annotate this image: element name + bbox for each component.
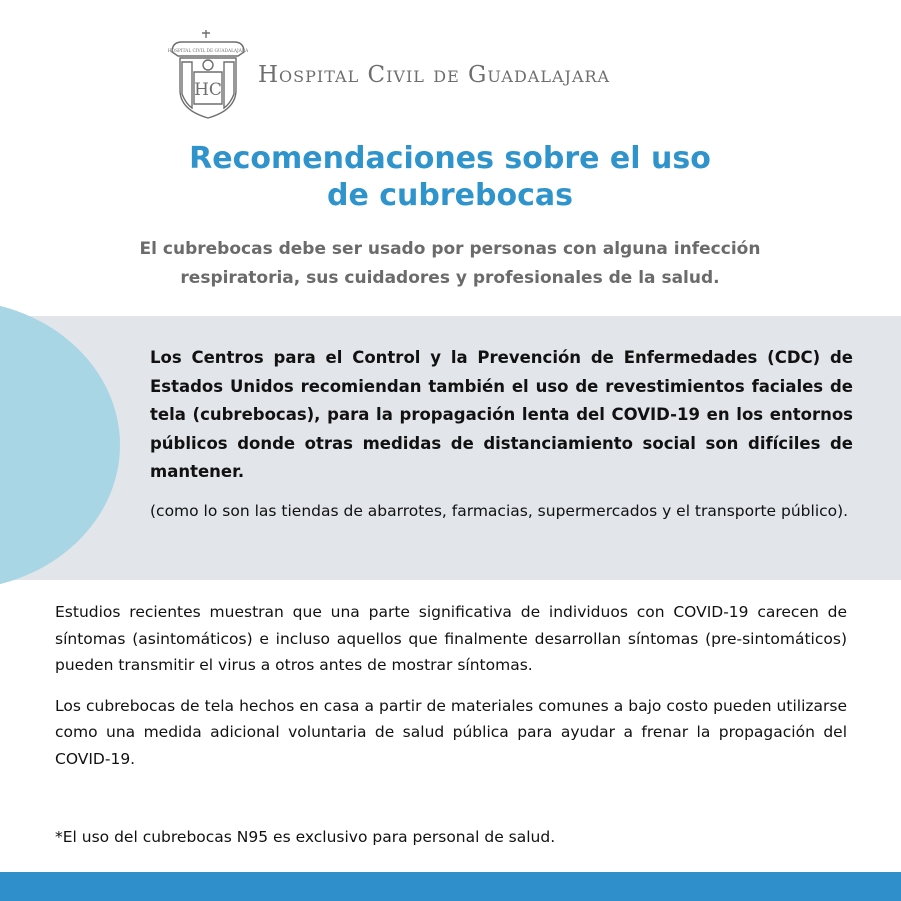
org-name: Hospital Civil de Guadalajara	[258, 62, 611, 88]
body-section	[55, 599, 847, 786]
svg-text:HC: HC	[194, 80, 222, 100]
cdc-section	[150, 344, 853, 524]
cdc-examples: (como lo son las tiendas de abarrotes, farmacias, supermercados y el transporte público).	[150, 501, 849, 520]
subtitle-line-2: respiratoria, sus cuidadores y profesionales de la salud.	[180, 268, 720, 288]
svg-text:HOSPITAL CIVIL DE GUADALAJARA: HOSPITAL CIVIL DE GUADALAJARA	[168, 49, 248, 54]
page-title	[100, 140, 800, 214]
cdc-recommendation: Los Centros para el Control y la Prevención de Enfermedades (CDC) de Estados Unidos recomiendan también el uso de revestimientos faciales de tela (cubrebocas), para la propagación lenta del COVID-19 en los entornos públicos donde otras medidas de distanciamiento social son difíciles de mantener.	[150, 348, 853, 481]
paragraph-homemade-masks: Los cubrebocas de tela hechos en casa a partir de materiales comunes a bajo costo pueden utilizarse como una medida adicional voluntaria de salud pública para ayudar a frenar la propagación del COVID-19.	[55, 696, 847, 768]
bottom-bar	[0, 872, 901, 901]
subtitle	[90, 235, 810, 293]
title-line-1: Recomendaciones sobre el uso	[189, 141, 711, 176]
title-line-2: de cubrebocas	[327, 178, 573, 213]
paragraph-asymptomatic: Estudios recientes muestran que una parte significativa de individuos con COVID-19 carecen de síntomas (asintomáticos) e incluso aquellos que finalmente desarrollan síntomas (pre-sintomáticos) pueden transmitir el virus a otros antes de mostrar síntomas.	[55, 603, 847, 674]
hospital-crest-icon	[168, 28, 248, 120]
footnote-n95: *El uso del cubrebocas N95 es exclusivo para personal de salud.	[55, 828, 556, 846]
header	[168, 28, 748, 120]
subtitle-line-1: El cubrebocas debe ser usado por personas con alguna infección	[139, 239, 761, 259]
